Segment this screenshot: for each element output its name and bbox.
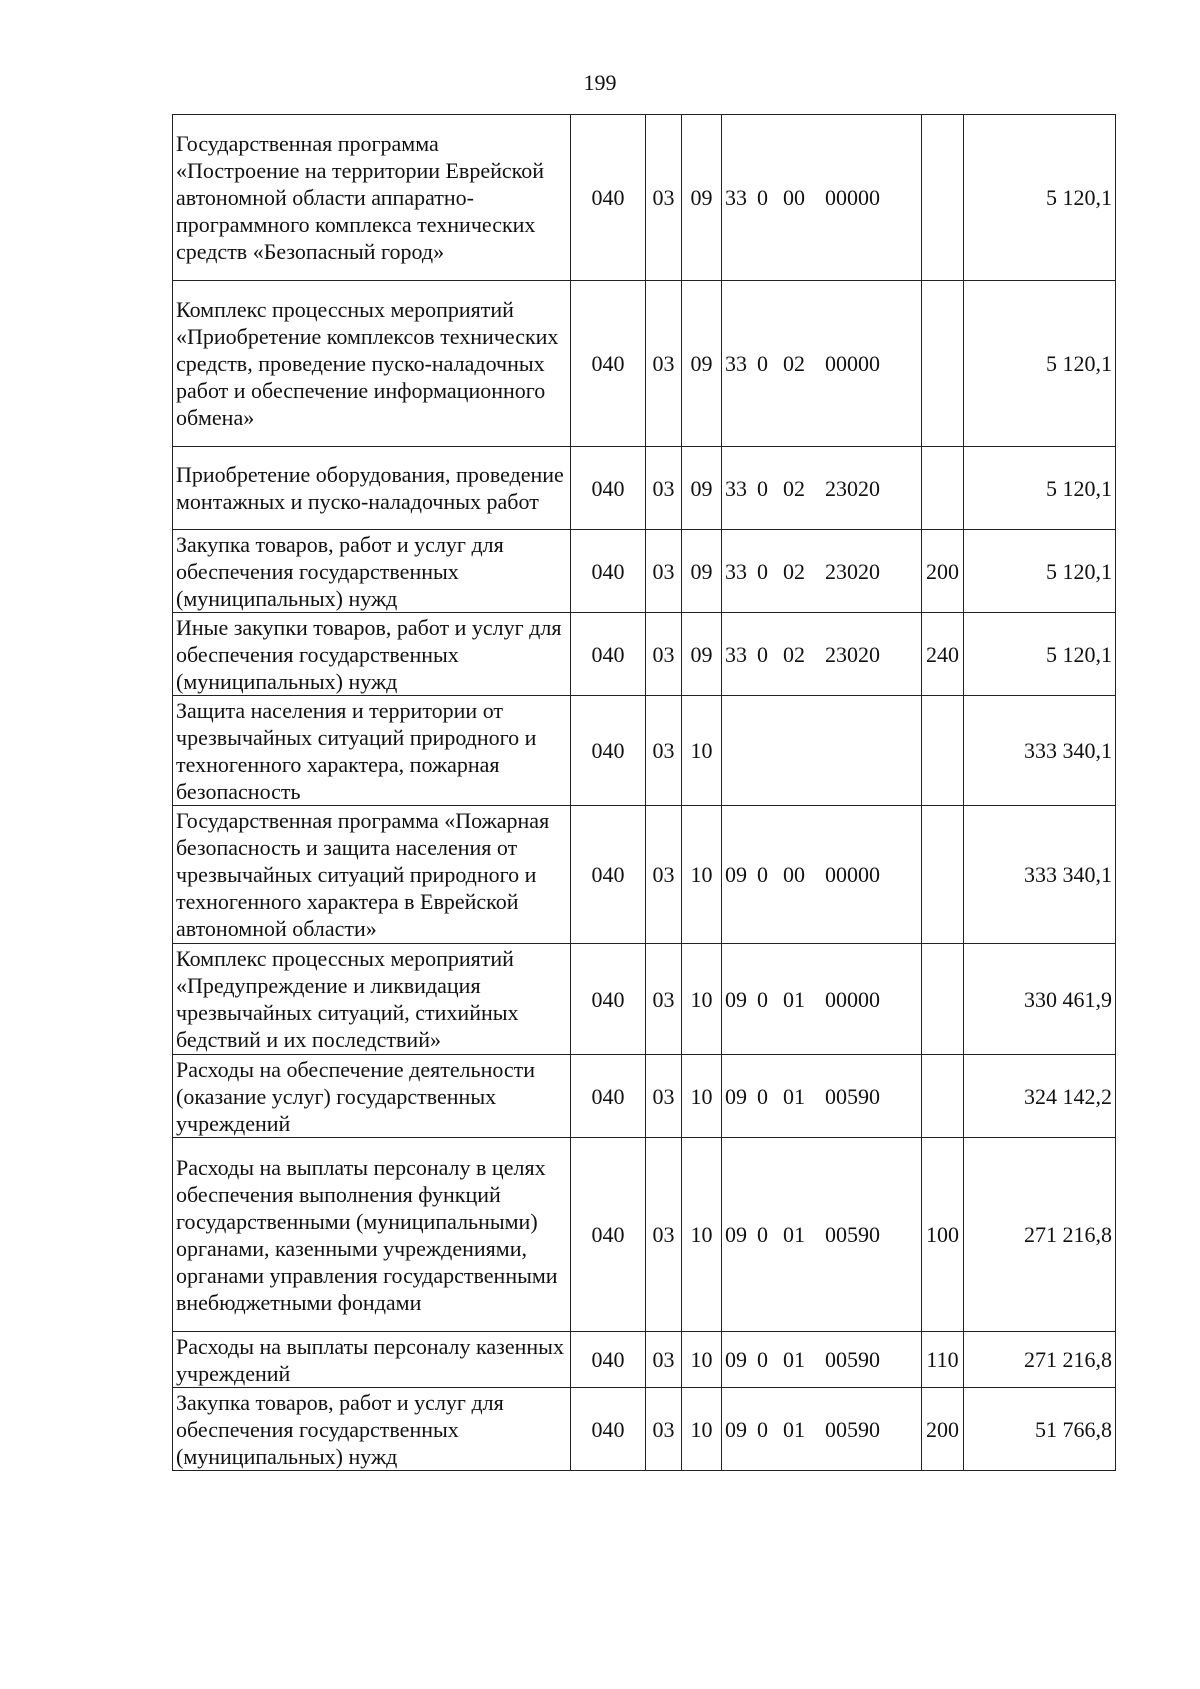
amount-cell: 5 120,1 [964,613,1116,696]
section-code-cell: 03 [646,447,682,530]
event-code: 02 [783,641,805,667]
subprogram-code: 0 [757,641,768,667]
program-code: 09 [725,1347,747,1372]
direction-code: 00000 [825,185,880,210]
ministry-code-cell: 040 [571,1138,646,1332]
event-code: 01 [783,1083,805,1109]
subprogram-code: 0 [757,185,768,210]
subsection-code-cell: 10 [682,1332,722,1388]
section-code-cell: 03 [646,1332,682,1388]
amount-cell: 5 120,1 [964,115,1116,281]
expense-name-cell: Расходы на выплаты персоналу в целях обеспечения выполнения функций государственными (муниципальными) органами, казенными учреждениями, органами управления государственными внебюджетными фондами [173,1138,571,1332]
amount-cell: 51 766,8 [964,1388,1116,1471]
subsection-code-cell: 10 [682,1388,722,1471]
event-code: 01 [783,986,805,1012]
table-row [173,944,1116,1055]
table-row [173,613,1116,696]
section-code-cell: 03 [646,281,682,447]
section-code-cell: 03 [646,944,682,1055]
subsection-code-cell: 09 [682,281,722,447]
amount-cell: 5 120,1 [964,447,1116,530]
event-code: 00 [783,862,805,887]
subprogram-code: 0 [757,1222,768,1247]
ministry-code-cell: 040 [571,281,646,447]
subprogram-code: 0 [757,351,768,376]
target-article-cell [722,696,922,806]
program-code: 09 [725,1083,747,1109]
target-article-cell [722,281,922,447]
expense-name-cell: Закупка товаров, работ и услуг для обеспечения государственных (муниципальных) нужд [173,530,571,613]
section-code-cell: 03 [646,1138,682,1332]
direction-code: 00590 [825,1416,880,1442]
table-row [173,115,1116,281]
amount-cell: 333 340,1 [964,806,1116,944]
subsection-code-cell: 10 [682,806,722,944]
ministry-code-cell: 040 [571,115,646,281]
expense-name-cell: Защита населения и территории от чрезвычайных ситуаций природного и техногенного характера, пожарная безопасность [173,696,571,806]
expense-name-cell: Иные закупки товаров, работ и услуг для обеспечения государственных (муниципальных) нужд [173,613,571,696]
direction-code: 00590 [825,1347,880,1372]
table-row [173,806,1116,944]
event-code: 01 [783,1222,805,1247]
ministry-code-cell: 040 [571,447,646,530]
expense-type-cell [922,696,964,806]
target-article-cell [722,1388,922,1471]
event-code: 01 [783,1416,805,1442]
program-code: 33 [725,475,747,501]
direction-code: 00000 [825,986,880,1012]
target-article-cell [722,1138,922,1332]
program-code: 33 [725,185,747,210]
section-code-cell: 03 [646,115,682,281]
subprogram-code: 0 [757,986,768,1012]
expense-type-cell: 110 [922,1332,964,1388]
table-body [173,115,1116,1471]
expense-type-cell: 100 [922,1138,964,1332]
subprogram-code: 0 [757,1347,768,1372]
section-code-cell: 03 [646,530,682,613]
program-code: 33 [725,558,747,584]
subsection-code-cell: 09 [682,530,722,613]
subprogram-code: 0 [757,558,768,584]
program-code: 09 [725,1222,747,1247]
subprogram-code: 0 [757,475,768,501]
event-code: 02 [783,558,805,584]
expense-type-cell: 240 [922,613,964,696]
expense-type-cell: 200 [922,530,964,613]
event-code: 00 [783,185,805,210]
expense-type-cell [922,806,964,944]
expense-name-cell: Закупка товаров, работ и услуг для обеспечения государственных (муниципальных) нужд [173,1388,571,1471]
program-code: 09 [725,986,747,1012]
expense-name-cell: Государственная программа «Построение на территории Еврейской автономной области аппаратно-программного комплекса технических средств «Безопасный город» [173,115,571,281]
expense-name-cell: Расходы на выплаты персоналу казенных учреждений [173,1332,571,1388]
program-code: 33 [725,351,747,376]
expense-name-cell: Приобретение оборудования, проведение монтажных и пуско-наладочных работ [173,447,571,530]
section-code-cell: 03 [646,1055,682,1138]
ministry-code-cell: 040 [571,1055,646,1138]
table-row [173,1388,1116,1471]
target-article-cell [722,806,922,944]
subsection-code-cell: 10 [682,1055,722,1138]
direction-code: 00590 [825,1083,880,1109]
table-row [173,1138,1116,1332]
budget-table [172,114,1116,1471]
program-code: 09 [725,862,747,887]
amount-cell: 271 216,8 [964,1332,1116,1388]
direction-code: 00000 [825,351,880,376]
expense-type-cell [922,115,964,281]
subsection-code-cell: 09 [682,613,722,696]
subsection-code-cell: 09 [682,115,722,281]
event-code: 02 [783,475,805,501]
subsection-code-cell: 09 [682,447,722,530]
ministry-code-cell: 040 [571,806,646,944]
table-row [173,1055,1116,1138]
amount-cell: 330 461,9 [964,944,1116,1055]
table-row [173,447,1116,530]
target-article-cell [722,1055,922,1138]
table-row [173,696,1116,806]
expense-type-cell [922,281,964,447]
direction-code: 00000 [825,862,880,887]
table-row [173,1332,1116,1388]
event-code: 02 [783,351,805,376]
subprogram-code: 0 [757,862,768,887]
table-row [173,281,1116,447]
expense-type-cell [922,447,964,530]
target-article-cell [722,530,922,613]
subsection-code-cell: 10 [682,944,722,1055]
ministry-code-cell: 040 [571,944,646,1055]
expense-name-cell: Комплекс процессных мероприятий «Предупреждение и ликвидация чрезвычайных ситуаций, стихийных бедствий и их последствий» [173,944,571,1055]
expense-name-cell: Комплекс процессных мероприятий «Приобретение комплексов технических средств, проведение пуско-наладочных работ и обеспечение информационного обмена» [173,281,571,447]
expense-type-cell: 200 [922,1388,964,1471]
event-code: 01 [783,1347,805,1372]
ministry-code-cell: 040 [571,613,646,696]
target-article-cell [722,944,922,1055]
expense-type-cell [922,944,964,1055]
table-row [173,530,1116,613]
ministry-code-cell: 040 [571,696,646,806]
target-article-cell [722,1332,922,1388]
amount-cell: 333 340,1 [964,696,1116,806]
target-article-cell [722,613,922,696]
direction-code: 00590 [825,1222,880,1247]
page-number: 199 [583,70,617,95]
direction-code: 23020 [825,475,880,501]
target-article-cell [722,115,922,281]
section-code-cell: 03 [646,696,682,806]
ministry-code-cell: 040 [571,1388,646,1471]
amount-cell: 5 120,1 [964,281,1116,447]
expense-type-cell [922,1055,964,1138]
program-code: 09 [725,1416,747,1442]
section-code-cell: 03 [646,806,682,944]
subsection-code-cell: 10 [682,696,722,806]
subprogram-code: 0 [757,1083,768,1109]
target-article-cell [722,447,922,530]
direction-code: 23020 [825,558,880,584]
direction-code: 23020 [825,641,880,667]
expense-name-cell: Расходы на обеспечение деятельности (оказание услуг) государственных учреждений [173,1055,571,1138]
section-code-cell: 03 [646,613,682,696]
subsection-code-cell: 10 [682,1138,722,1332]
amount-cell: 271 216,8 [964,1138,1116,1332]
ministry-code-cell: 040 [571,1332,646,1388]
amount-cell: 324 142,2 [964,1055,1116,1138]
program-code: 33 [725,641,747,667]
ministry-code-cell: 040 [571,530,646,613]
section-code-cell: 03 [646,1388,682,1471]
expense-name-cell: Государственная программа «Пожарная безопасность и защита населения от чрезвычайных ситуаций природного и техногенного характера в Еврейской автономной области» [173,806,571,944]
subprogram-code: 0 [757,1416,768,1442]
amount-cell: 5 120,1 [964,530,1116,613]
